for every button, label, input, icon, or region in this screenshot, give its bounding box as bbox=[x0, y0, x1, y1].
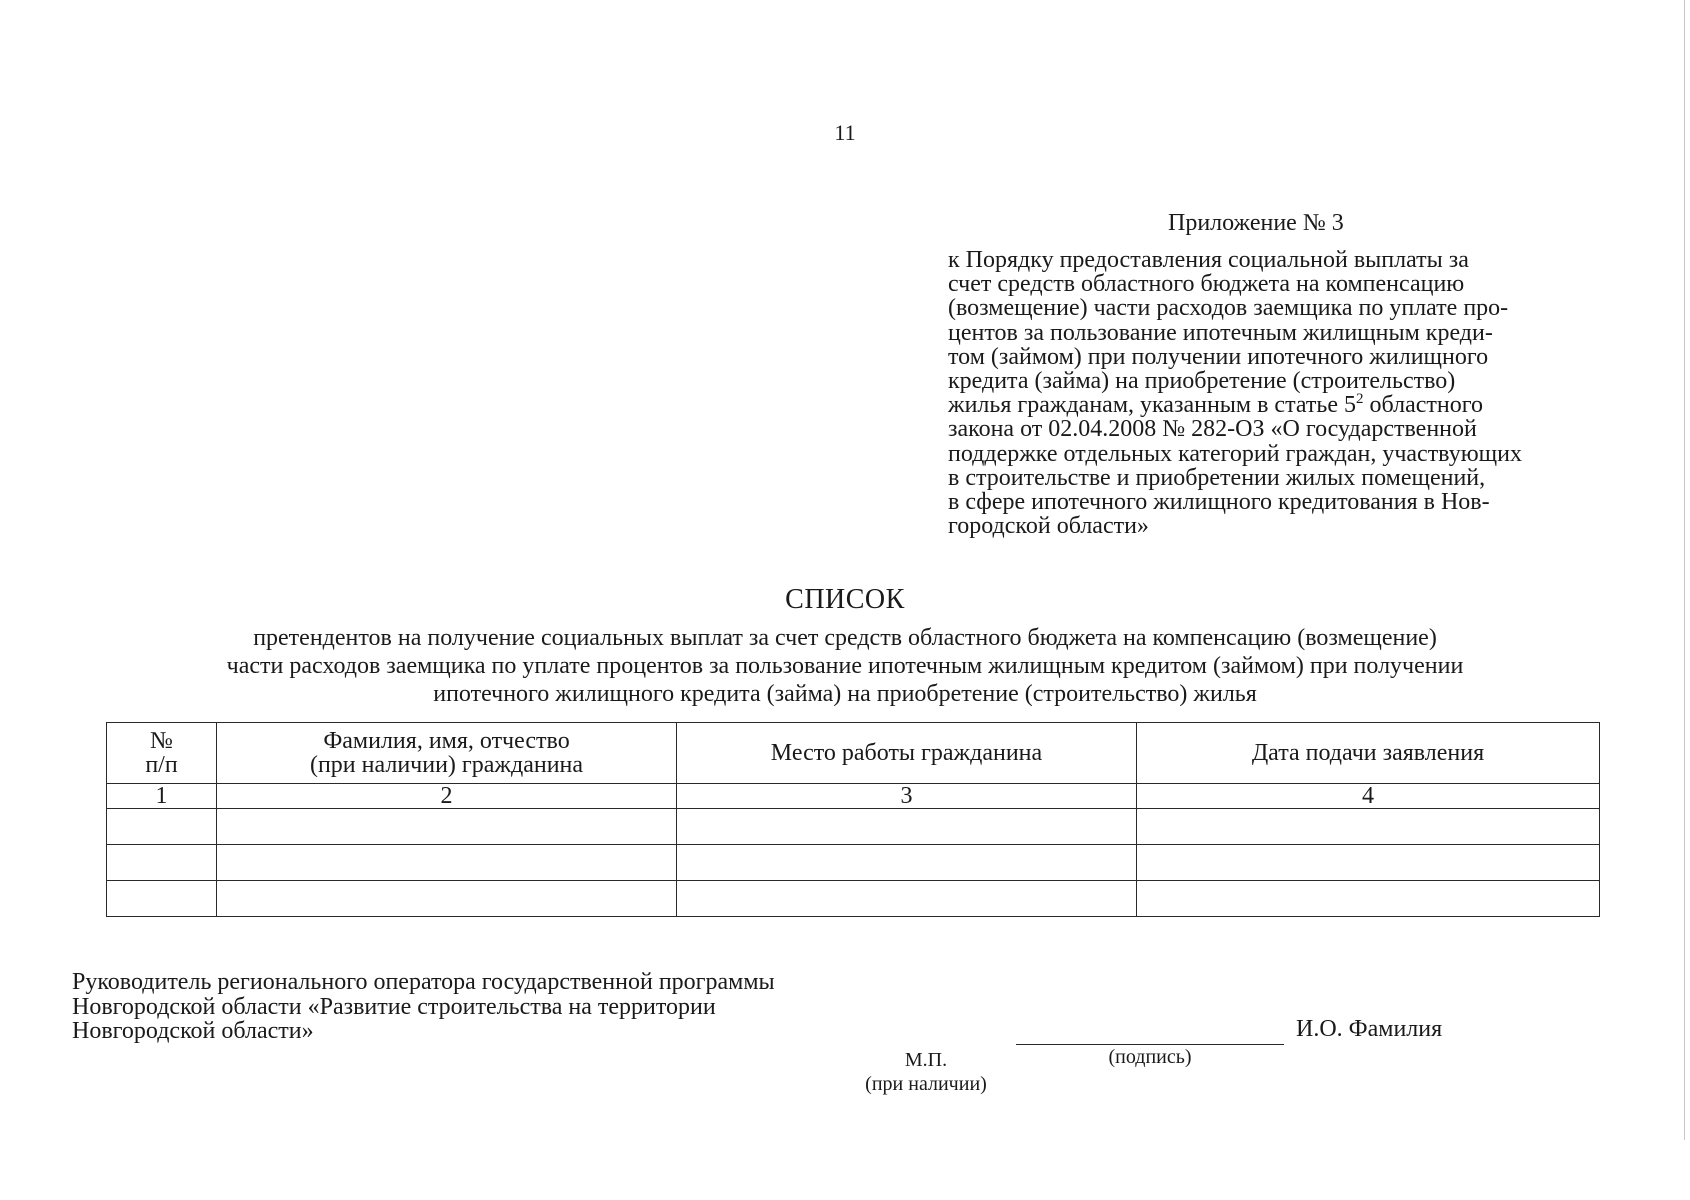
header-number bbox=[107, 723, 217, 784]
signature-line bbox=[1016, 1044, 1284, 1045]
applicants-table bbox=[106, 722, 1600, 917]
list-subtitle bbox=[60, 624, 1630, 708]
stamp-placeholder bbox=[846, 1048, 1006, 1096]
header-full-name-line2: (при наличии) гражданина bbox=[309, 752, 584, 778]
appendix-line: городской области» bbox=[948, 513, 1149, 540]
header-full-name-line1: Фамилия, имя, отчество bbox=[323, 728, 570, 754]
table-cell bbox=[1137, 809, 1600, 845]
table-cell bbox=[677, 881, 1137, 917]
signature-caption: (подпись) bbox=[1108, 1046, 1192, 1068]
signatory-line: Руководитель регионального оператора государственной программы bbox=[72, 969, 775, 995]
header-workplace: Место работы гражданина bbox=[677, 723, 1137, 784]
column-number: 3 bbox=[677, 784, 1137, 809]
subtitle-line: ипотечного жилищного кредита (займа) на приобретение (строительство) жилья bbox=[433, 681, 1257, 707]
subtitle-line: части расходов заемщика по уплате процентов за пользование ипотечным жилищным кредитом (займом) при получении bbox=[226, 653, 1464, 679]
table-cell bbox=[107, 845, 217, 881]
appendix-line: к Порядку предоставления социальной выплаты за bbox=[948, 247, 1469, 273]
appendix-reference bbox=[948, 248, 1588, 538]
stamp-note: (при наличии) bbox=[865, 1073, 987, 1095]
table-cell bbox=[217, 881, 677, 917]
subtitle-line: претендентов на получение социальных выплат за счет средств областного бюджета на компенсацию (возмещение) bbox=[253, 625, 1437, 651]
table-cell bbox=[677, 809, 1137, 845]
appendix-line: в сфере ипотечного жилищного кредитования в Нов- bbox=[948, 489, 1490, 516]
appendix-line-article bbox=[948, 393, 1588, 417]
appendix-line: поддержке отдельных категорий граждан, участвующих bbox=[948, 440, 1522, 467]
column-number: 2 bbox=[217, 784, 677, 809]
table-row bbox=[107, 809, 1600, 845]
appendix-line: центов за пользование ипотечным жилищным креди- bbox=[948, 319, 1493, 346]
table-header-row bbox=[107, 723, 1600, 784]
table-row bbox=[107, 845, 1600, 881]
table-cell bbox=[677, 845, 1137, 881]
table-cell bbox=[1137, 881, 1600, 917]
article-superscript: 2 bbox=[1355, 391, 1364, 408]
appendix-line: закона от 02.04.2008 № 282-ОЗ «О государственной bbox=[948, 416, 1477, 443]
appendix-line: счет средств областного бюджета на компенсацию bbox=[948, 271, 1465, 298]
table-cell bbox=[1137, 845, 1600, 881]
appendix-line: в строительстве и приобретении жилых помещений, bbox=[948, 464, 1486, 491]
signatory-position bbox=[72, 970, 775, 1044]
table-cell bbox=[107, 881, 217, 917]
list-title: СПИСОК bbox=[785, 584, 905, 615]
appendix-line: кредита (займа) на приобретение (строительство) bbox=[948, 368, 1456, 395]
header-number-line1: № bbox=[150, 728, 173, 754]
header-application-date: Дата подачи заявления bbox=[1137, 723, 1600, 784]
table-cell bbox=[217, 845, 677, 881]
column-number: 4 bbox=[1137, 784, 1600, 809]
appendix-line: (возмещение) части расходов заемщика по уплате про- bbox=[948, 295, 1509, 322]
appendix-line: том (займом) при получении ипотечного жилищного bbox=[948, 343, 1489, 370]
page-edge-line bbox=[1684, 0, 1685, 1140]
article-text: жилья гражданам, указанным в статье 5 bbox=[948, 392, 1356, 419]
article-tail: областного bbox=[1363, 392, 1483, 419]
header-full-name bbox=[217, 723, 677, 784]
page-number: 11 bbox=[834, 120, 856, 145]
appendix-title: Приложение № 3 bbox=[1168, 210, 1344, 236]
signatory-name: И.О. Фамилия bbox=[1296, 1016, 1443, 1042]
table-row bbox=[107, 881, 1600, 917]
column-number-row bbox=[107, 784, 1600, 809]
header-number-line2: п/п bbox=[145, 752, 178, 778]
signatory-line: Новгородской области «Развитие строительства на территории bbox=[72, 993, 716, 1020]
table-cell bbox=[217, 809, 677, 845]
signatory-line: Новгородской области» bbox=[72, 1018, 314, 1044]
stamp-label: М.П. bbox=[904, 1049, 948, 1071]
column-number: 1 bbox=[107, 784, 217, 809]
table-cell bbox=[107, 809, 217, 845]
